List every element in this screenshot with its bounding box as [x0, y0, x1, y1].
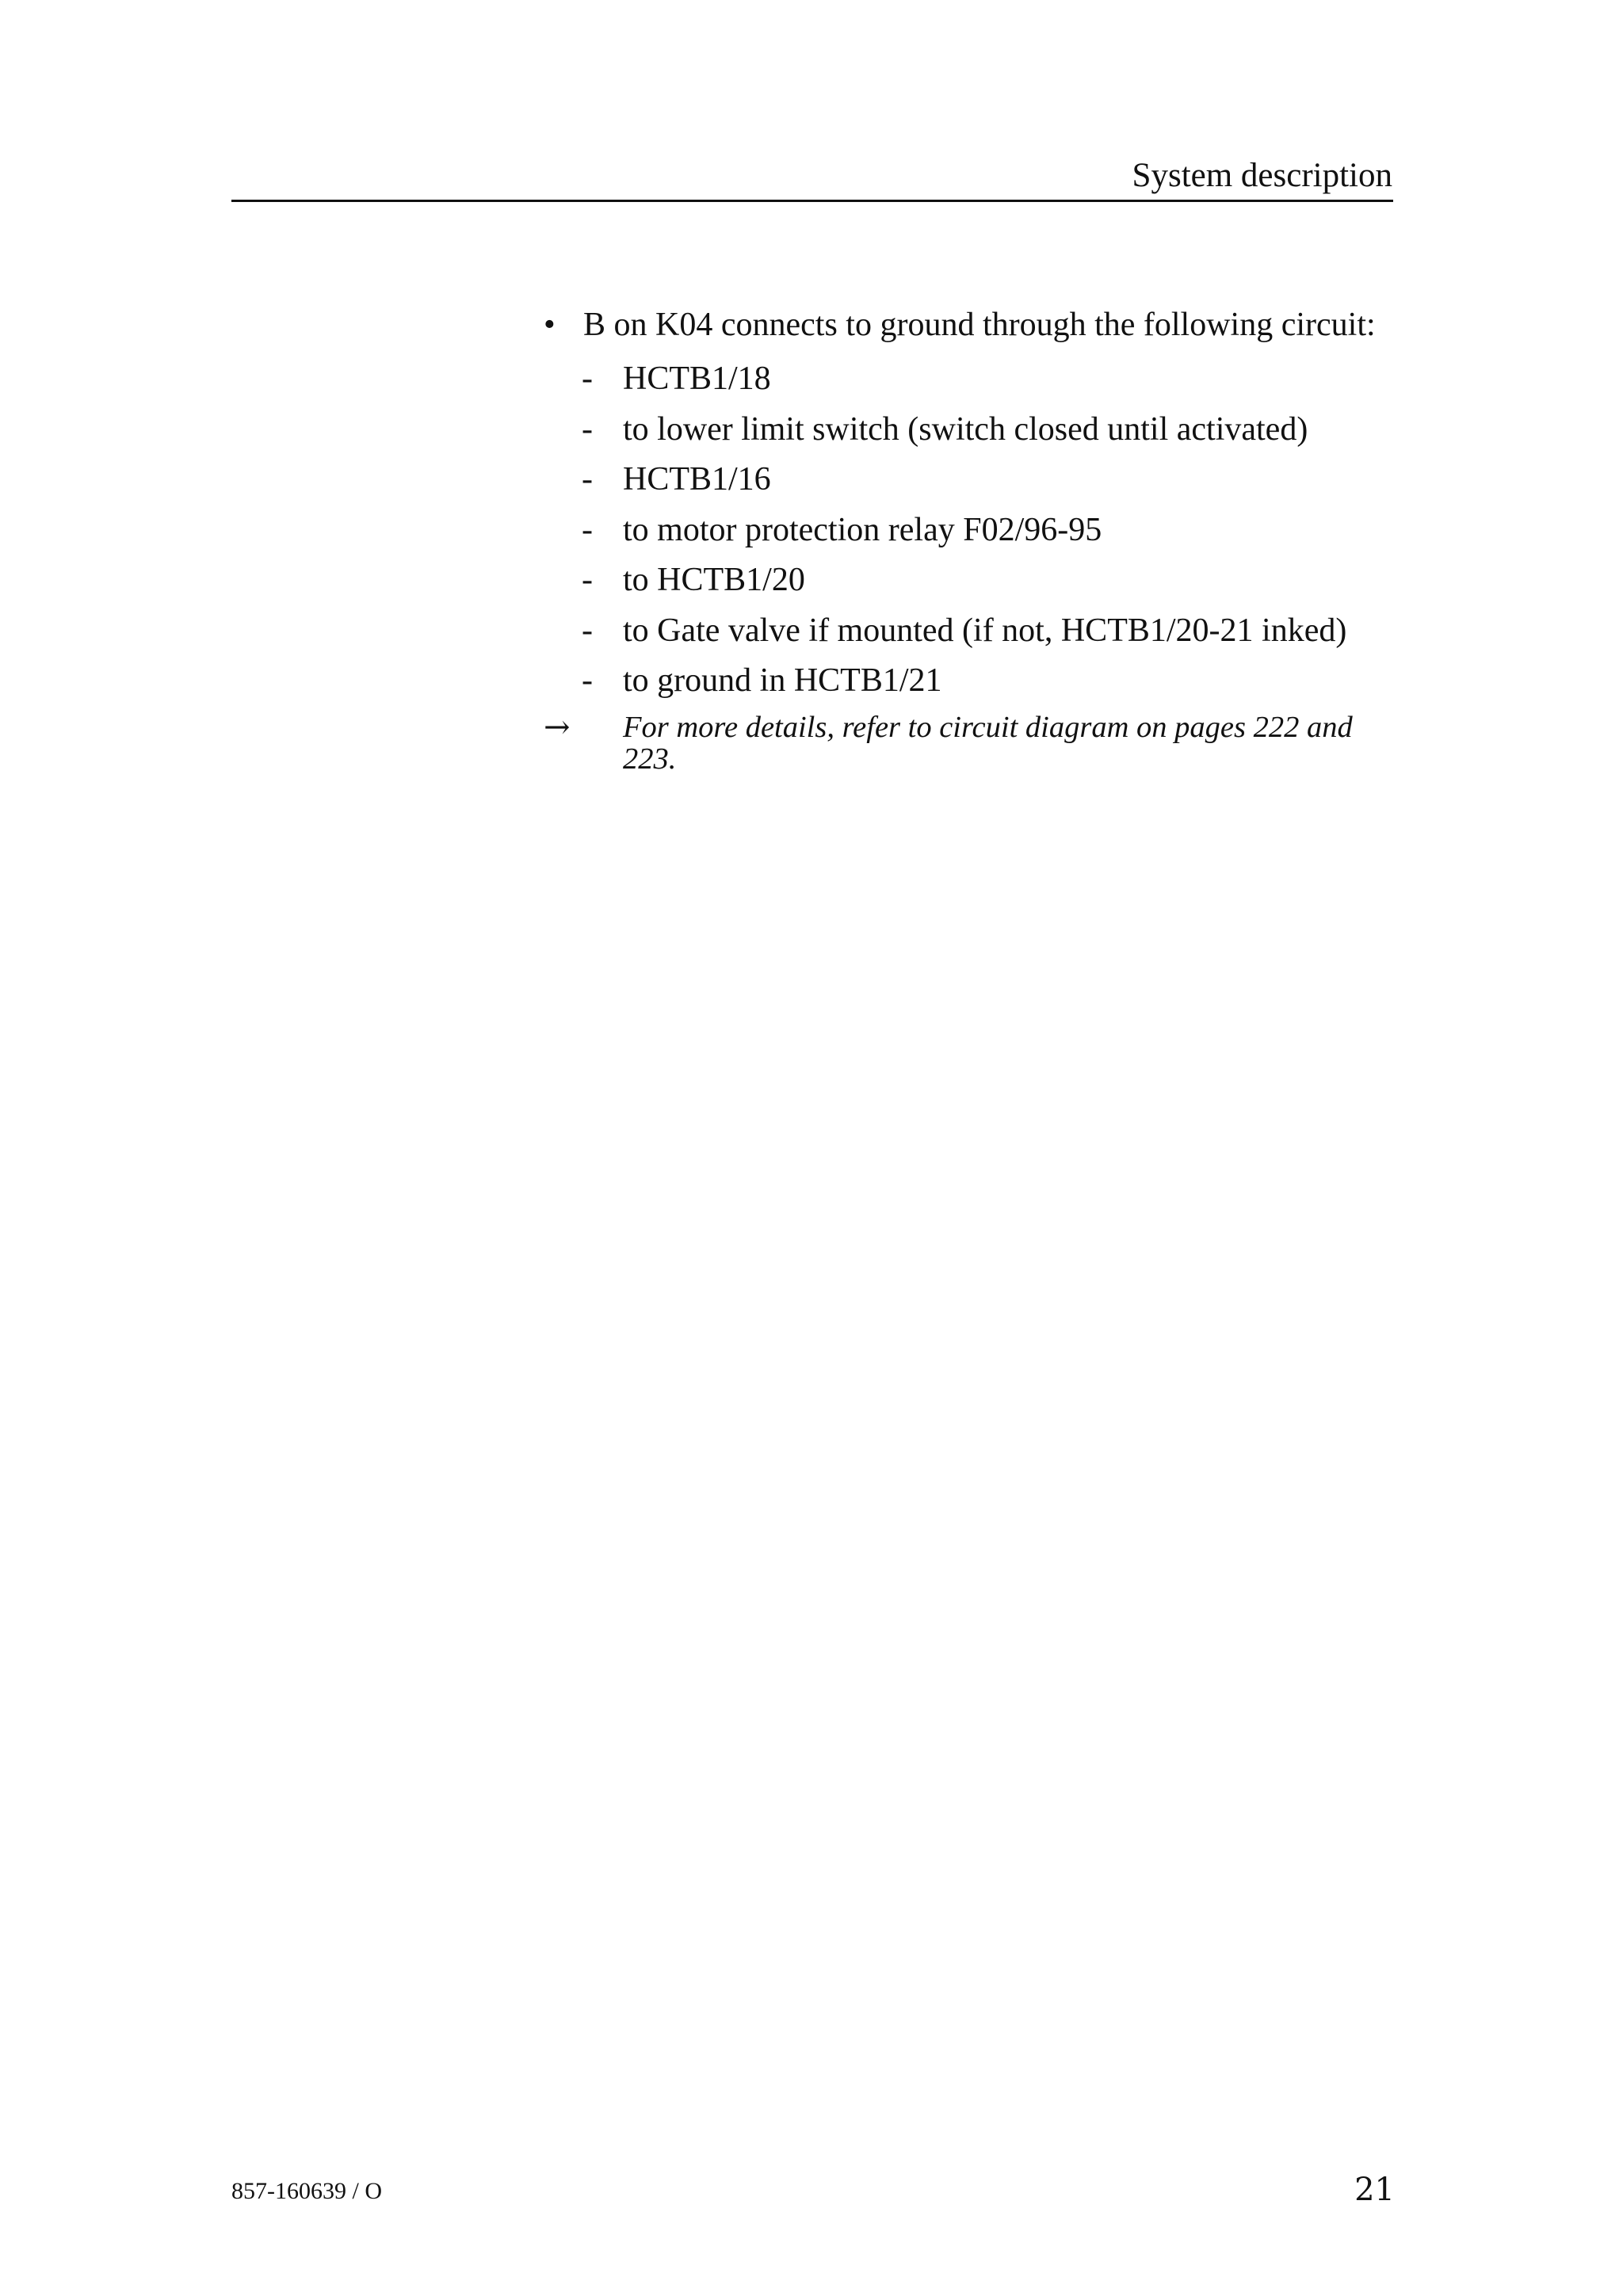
list-item-text: to Gate valve if mounted (if not, HCTB1/20-21 inked): [623, 612, 1347, 649]
dash-icon: -: [582, 410, 593, 448]
list-item-text: to lower limit switch (switch closed until activated): [623, 410, 1308, 448]
document-number: 857-160639 / O: [231, 2178, 382, 2204]
list-item-text: to motor protection relay F02/96-95: [623, 511, 1102, 548]
bullet-icon: •: [544, 307, 556, 343]
dash-icon: -: [582, 562, 593, 598]
bullet-text: B on K04 connects to ground through the following circuit:: [583, 307, 1376, 343]
reference-note: For more details, refer to circuit diagram on pages 222 and 223.: [623, 711, 1353, 776]
dash-icon: -: [582, 360, 593, 397]
list-item-text: HCTB1/16: [623, 461, 771, 498]
list-item-text: to ground in HCTB1/21: [623, 662, 942, 699]
dash-icon: -: [582, 461, 593, 498]
page-number: 21: [1354, 2172, 1395, 2208]
header-rule: [231, 200, 1393, 202]
dash-icon: -: [582, 612, 593, 649]
list-item-text: HCTB1/18: [623, 360, 771, 397]
arrow-right-icon: →: [544, 709, 571, 746]
dash-icon: -: [582, 662, 593, 699]
running-head-title: System description: [1132, 157, 1392, 194]
dash-icon: -: [582, 511, 593, 548]
list-item-text: to HCTB1/20: [623, 562, 805, 598]
